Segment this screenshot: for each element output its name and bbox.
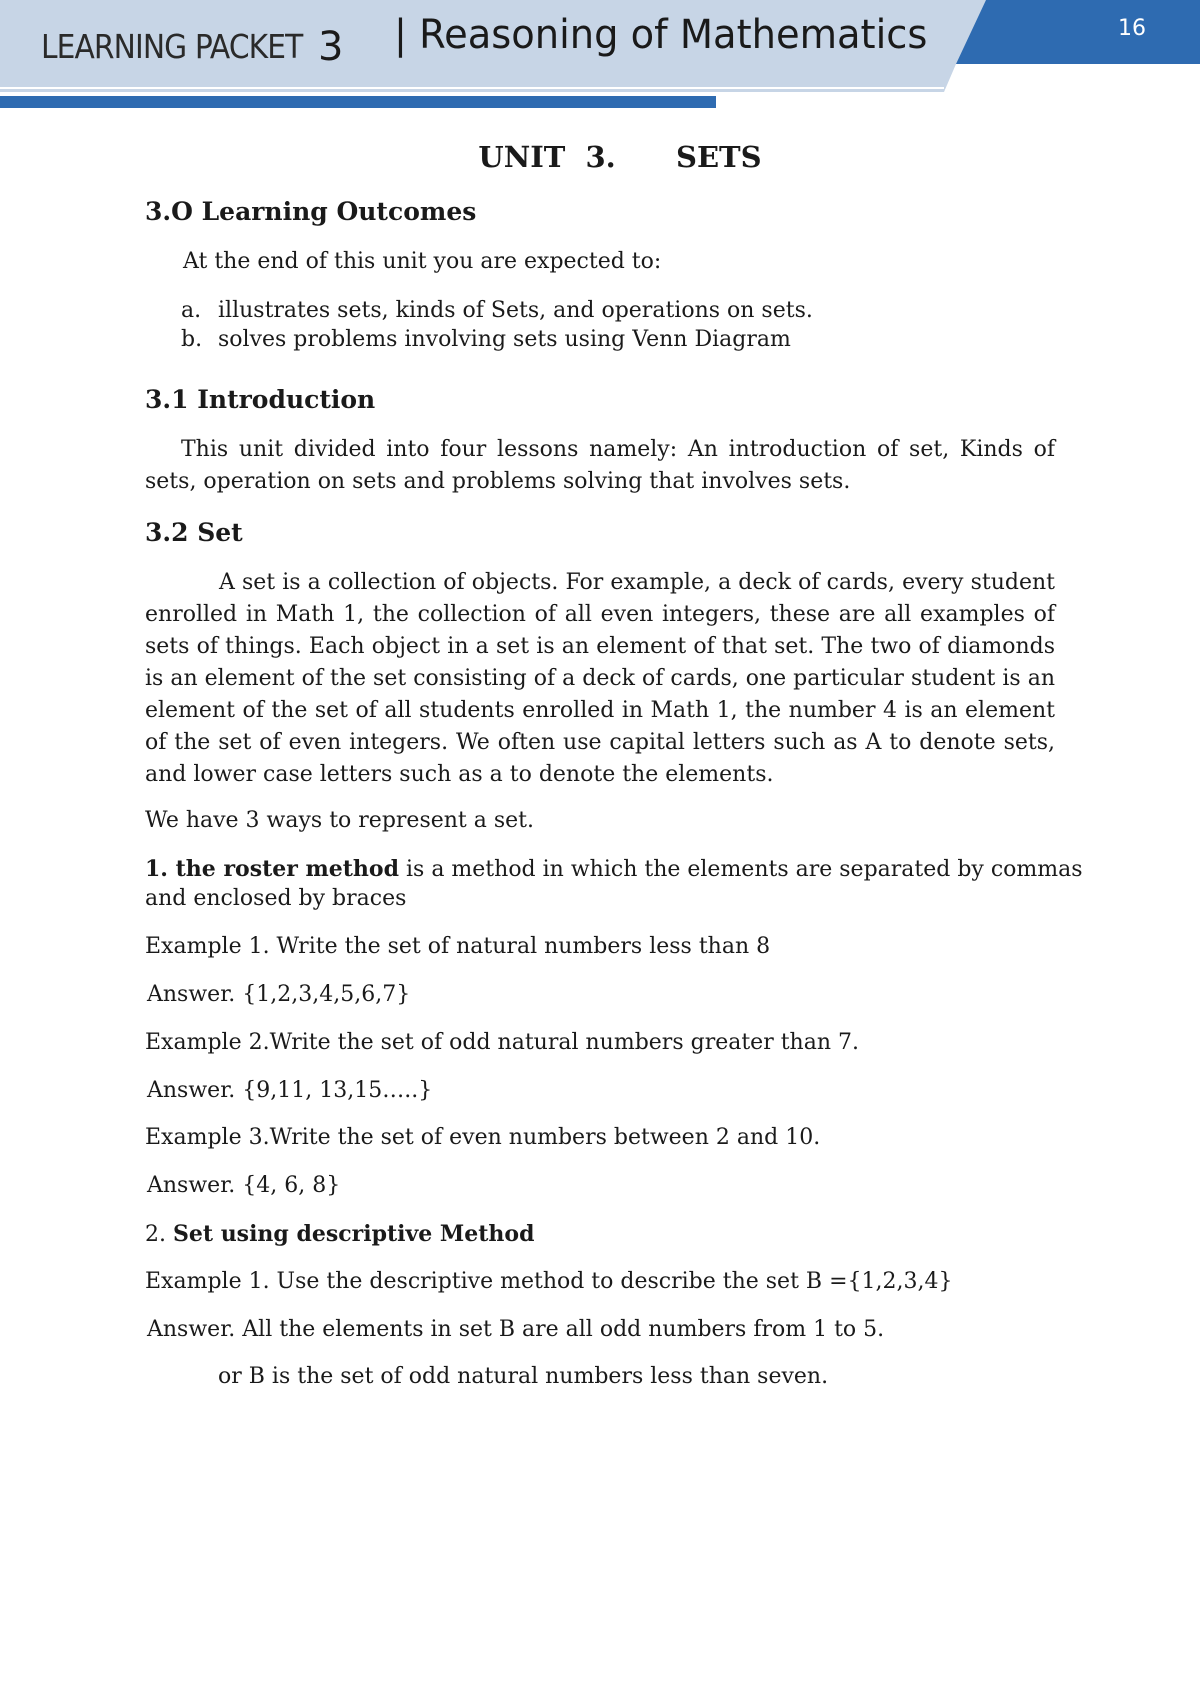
learning-packet-label: LEARNING PACKET <box>41 27 303 66</box>
example-answer: Answer. {9,11, 13,15…..} <box>147 1078 433 1103</box>
example-question: Example 3.Write the set of even numbers between 2 and 10. <box>145 1125 821 1150</box>
descriptive-method-label: Set using descriptive Method <box>172 1221 535 1247</box>
header-title: | Reasoning of Mathematics <box>394 12 928 58</box>
list-item: solves problems involving sets using Venn Diagram <box>218 327 791 352</box>
introduction-heading: 3.1 Introduction <box>145 385 376 414</box>
list-item-marker: a. <box>181 298 202 323</box>
descriptive-answer: Answer. All the elements in set B are all odd numbers from 1 to 5. <box>147 1317 885 1342</box>
outcomes-intro: At the end of this unit you are expected to: <box>183 249 662 274</box>
descriptive-answer-alt: or B is the set of odd natural numbers less than seven. <box>218 1364 829 1389</box>
set-heading: 3.2 Set <box>145 518 243 547</box>
set-paragraph: A set is a collection of objects. For example, a deck of cards, every student enrolled in Math 1, the collection of all even integers, these are all examples of sets of things. Each object in a set is an element of that set. The two of diamonds is an element of the set consisting of a deck of cards, one particular student is an element of the set of all students enrolled in Math 1, the number 4 is an element of the set of even integers. We often use capital letters such as A to denote sets, and lower case letters such as a to denote the elements. <box>145 570 1055 787</box>
page-number: 16 <box>1118 16 1146 41</box>
unit-title: UNIT 3. SETS <box>478 140 762 174</box>
outcomes-heading: 3.O Learning Outcomes <box>145 197 477 226</box>
example-question: Example 1. Write the set of natural numbers less than 8 <box>145 934 771 959</box>
introduction-paragraph: This unit divided into four lessons namely: An introduction of set, Kinds of sets, operation on sets and problems solving that involves sets. <box>145 437 1055 494</box>
roster-method-label: 1. the roster method <box>145 856 399 882</box>
descriptive-method-line <box>145 1221 534 1247</box>
ways-text: We have 3 ways to represent a set. <box>145 808 535 833</box>
list-item: illustrates sets, kinds of Sets, and operations on sets. <box>218 298 813 323</box>
roster-method-line <box>145 856 1083 882</box>
packet-number: 3 <box>318 24 344 70</box>
example-answer: Answer. {4, 6, 8} <box>147 1173 341 1198</box>
roster-method-desc-cont: and enclosed by braces <box>145 886 407 911</box>
list-item-marker: b. <box>181 327 203 352</box>
descriptive-number: 2. <box>145 1222 173 1247</box>
example-answer: Answer. {1,2,3,4,5,6,7} <box>147 982 411 1007</box>
header-underline <box>0 96 716 108</box>
example-question: Example 2.Write the set of odd natural numbers greater than 7. <box>145 1030 859 1055</box>
roster-method-desc: is a method in which the elements are separated by commas <box>399 857 1083 882</box>
descriptive-example: Example 1. Use the descriptive method to describe the set B ={1,2,3,4} <box>145 1269 953 1294</box>
